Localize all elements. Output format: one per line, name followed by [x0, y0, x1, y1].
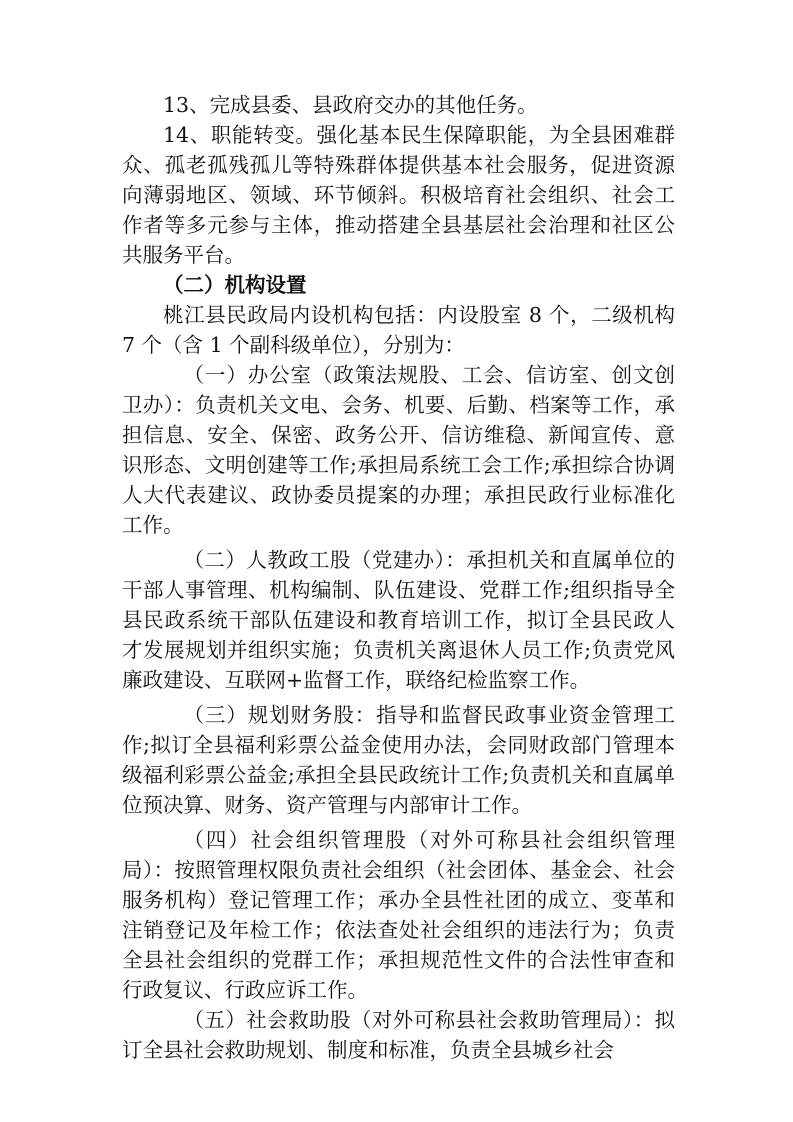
paragraph-social-assistance: （五）社会救助股（对外可称县社会救助管理局）：拟订全县社会救助规划、制度和标准，负责全县城乡社会 [122, 1008, 675, 1062]
paragraph-item-14: 14、职能转变。强化基本民生保障职能，为全县困难群众、孤老孤残孤儿等特殊群体提供基本社会服务，促进资源向薄弱地区、领域、环节倾斜。积极培育社会组织、社会工作者等多元参与主体，推动搭建全县基层社会治理和社区公共服务平台。 [122, 123, 675, 267]
section-heading-organization: （二）机构设置 [163, 273, 307, 297]
paragraph-item-13: 13、完成县委、县政府交办的其他任务。 [163, 93, 538, 117]
paragraph-intro: 桃江县民政局内设机构包括：内设股室 8 个，二级机构 7 个（含 1 个副科级单位），分别为： [122, 303, 675, 357]
document-body [122, 90, 675, 1065]
paragraph-office: （一）办公室（政策法规股、工会、信访室、创文创卫办）：负责机关文电、会务、机要、后勤、档案等工作，承担信息、安全、保密、政务公开、信访维稳、新闻宣传、意识形态、文明创建等工作;承担局系统工会工作;承担综合协调人大代表建议、政协委员提案的办理；承担民政行业标准化工作。 [122, 363, 675, 537]
paragraph-social-org: （四）社会组织管理股（对外可称县社会组织管理局）：按照管理权限负责社会组织（社会团体、基金会、社会服务机构）登记管理工作；承办全县性社团的成立、变革和注销登记及年检工作；依法查处社会组织的违法行为；负责全县社会组织的党群工作；承担规范性文件的合法性审查和行政复议、行政应诉工作。 [122, 828, 675, 1002]
paragraph-finance: （三）规划财务股：指导和监督民政事业资金管理工作;拟订全县福利彩票公益金使用办法，会同财政部门管理本级福利彩票公益金;承担全县民政统计工作;负责机关和直属单位预决算、财务、资产管理与内部审计工作。 [122, 703, 675, 817]
paragraph-personnel: （二）人教政工股（党建办）：承担机关和直属单位的干部人事管理、机构编制、队伍建设、党群工作;组织指导全县民政系统干部队伍建设和教育培训工作，拟订全县民政人才发展规划并组织实施；负责机关离退休人员工作;负责党风廉政建设、互联网+监督工作，联络纪检监察工作。 [122, 548, 675, 692]
